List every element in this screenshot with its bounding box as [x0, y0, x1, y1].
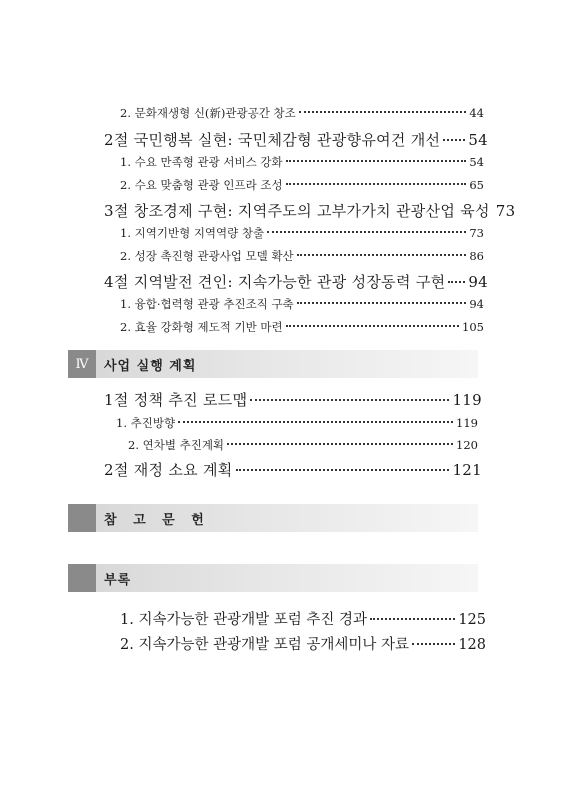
leader-dots — [286, 325, 459, 327]
part-numeral: Ⅳ — [68, 350, 96, 378]
appendix-entry-title: 2. 지속가능한 관광개발 포럼 공개세미나 자료 — [120, 637, 410, 653]
leader-dots — [412, 643, 455, 645]
part-title: 사업 실행 계획 — [104, 358, 197, 374]
toc-entry-page: 105 — [462, 320, 484, 334]
leader-dots — [286, 160, 467, 162]
toc-section-title: 2절 재정 소요 계획 — [104, 461, 233, 479]
toc-section[interactable] — [104, 200, 516, 221]
leader-dots — [448, 281, 465, 283]
leader-dots — [250, 399, 449, 401]
toc-section-title: 4절 지역발전 견인: 지속가능한 관광 성장동력 구현 — [104, 273, 446, 291]
part-header-bar — [68, 350, 478, 378]
toc-section-title: 2절 국민행복 실현: 국민체감형 관광향유여건 개선 — [104, 131, 441, 149]
toc-entry-page: 54 — [469, 155, 484, 169]
leader-dots — [236, 469, 450, 471]
bar-mark — [68, 564, 96, 592]
toc-entry-page: 44 — [469, 106, 484, 120]
toc-entry-page: 86 — [469, 249, 484, 263]
toc-entry-title: 1. 추진방향 — [116, 416, 176, 430]
bar-mark — [68, 504, 96, 532]
toc-entry-title: 2. 문화재생형 신(新)관광공간 창조 — [120, 106, 296, 120]
toc-entry[interactable] — [120, 225, 484, 241]
toc-entry-title: 1. 수요 만족형 관광 서비스 강화 — [120, 155, 283, 169]
leader-dots — [267, 231, 466, 233]
leader-dots — [286, 183, 467, 185]
toc-entry-page: 94 — [469, 297, 484, 311]
toc-section-page: 119 — [452, 391, 482, 409]
toc-entry[interactable] — [128, 437, 478, 453]
leader-dots — [297, 302, 467, 304]
appendix-header-bar — [68, 564, 478, 592]
toc-entry-title: 2. 수요 맞춤형 관광 인프라 조성 — [120, 178, 283, 192]
toc-section-page: 73 — [495, 202, 516, 220]
toc-section[interactable] — [104, 271, 488, 292]
toc-section-title: 1절 정책 추진 로드맵 — [104, 391, 248, 409]
toc-entry[interactable] — [120, 296, 484, 312]
appendix-entry[interactable] — [120, 633, 486, 654]
appendix-entry[interactable] — [120, 608, 486, 629]
toc-entry-page: 120 — [456, 438, 478, 452]
toc-section-page: 121 — [452, 461, 482, 479]
toc-entry-title: 2. 성장 촉진형 관광사업 모델 확산 — [120, 249, 294, 263]
toc-entry-page: 73 — [469, 226, 484, 240]
toc-entry-page: 119 — [456, 416, 478, 430]
toc-section-title: 3절 창조경제 구현: 지역주도의 고부가가치 관광산업 육성 — [104, 202, 490, 220]
toc-section[interactable] — [104, 389, 482, 410]
leader-dots — [370, 618, 455, 620]
toc-entry[interactable] — [120, 177, 484, 193]
leader-dots — [297, 254, 467, 256]
leader-dots — [227, 443, 453, 445]
appendix-title: 부록 — [104, 572, 132, 588]
toc-entry-title: 2. 연차별 추진계획 — [128, 438, 225, 452]
toc-section[interactable] — [104, 129, 488, 150]
toc-entry[interactable] — [120, 154, 484, 170]
appendix-entry-title: 1. 지속가능한 관광개발 포럼 추진 경과 — [120, 612, 367, 628]
toc-entry[interactable] — [120, 248, 484, 264]
toc-entry[interactable] — [120, 105, 484, 121]
appendix-entry-page: 128 — [458, 637, 486, 653]
toc-entry[interactable] — [120, 319, 484, 335]
toc-entry[interactable] — [116, 415, 478, 431]
toc-section[interactable] — [104, 459, 482, 480]
leader-dots — [443, 139, 465, 141]
toc-section-page: 54 — [468, 131, 488, 149]
references-header-bar[interactable] — [68, 504, 478, 532]
toc-entry-title: 2. 효율 강화형 제도적 기반 마련 — [120, 320, 283, 334]
appendix-entry-page: 125 — [458, 612, 486, 628]
references-title: 참 고 문 헌 — [104, 512, 210, 528]
toc-section-page: 94 — [468, 273, 488, 291]
leader-dots — [178, 421, 453, 423]
toc-entry-title: 1. 융합·협력형 관광 추진조직 구축 — [120, 297, 294, 311]
toc-entry-title: 1. 지역기반형 지역역량 창출 — [120, 226, 265, 240]
leader-dots — [299, 111, 467, 113]
toc-entry-page: 65 — [469, 178, 484, 192]
